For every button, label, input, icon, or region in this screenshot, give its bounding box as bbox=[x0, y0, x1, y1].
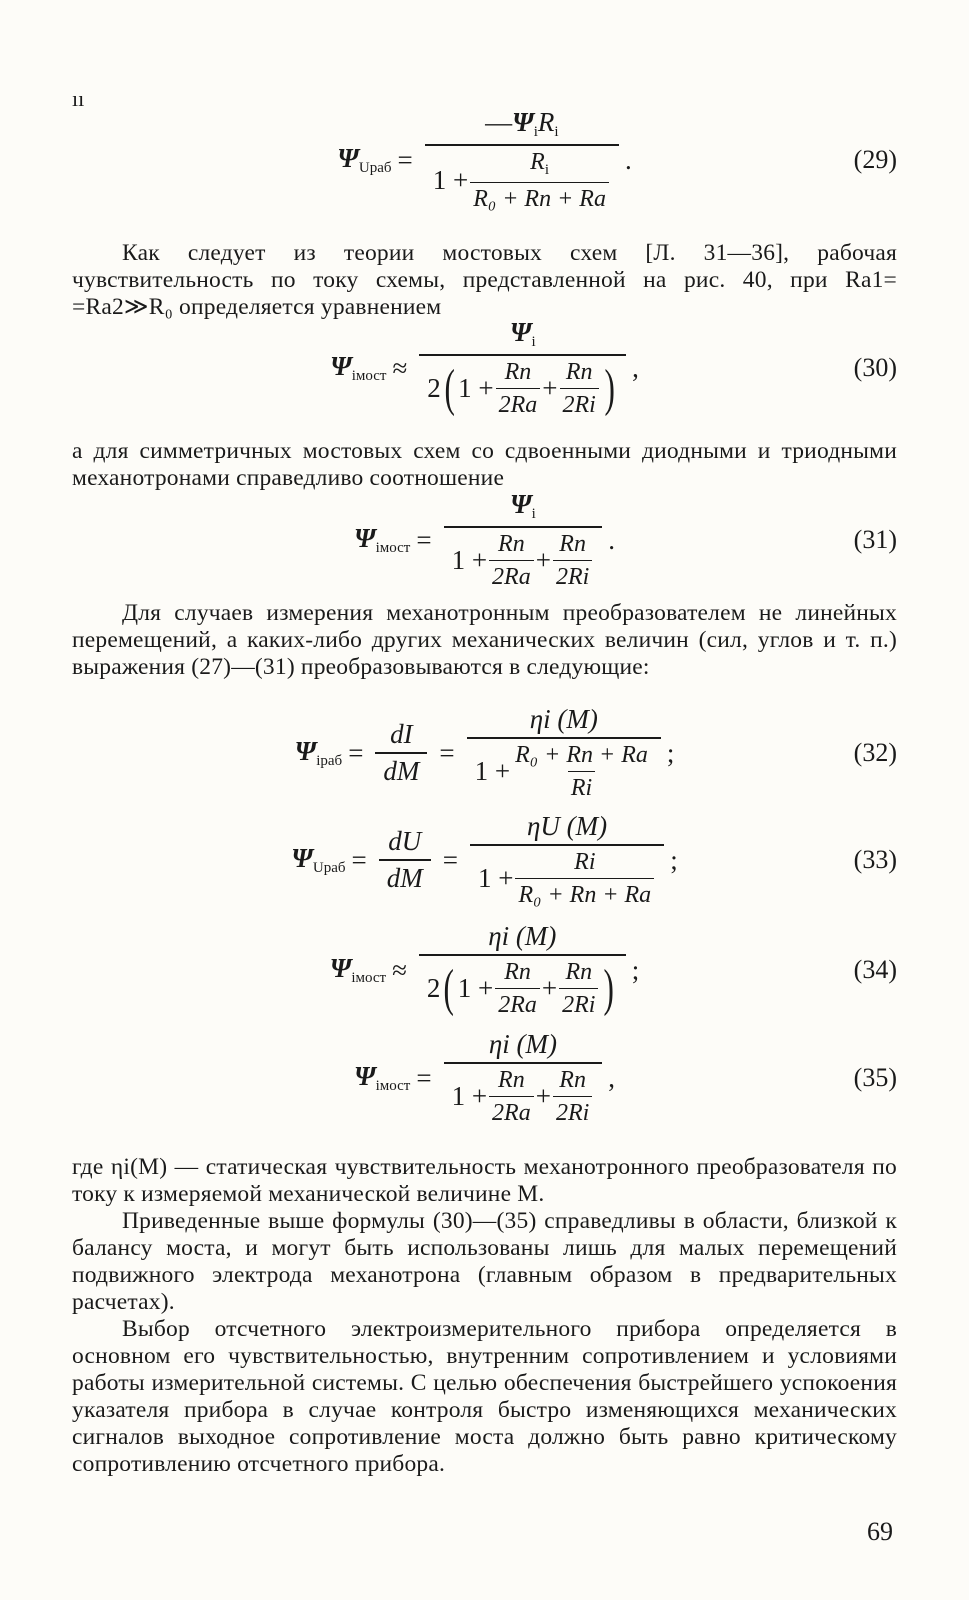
eq35-fraction: ηi (M) 1 + $\frac{Rп}{2Rа}$ + $\frac{Rп}{2Ri}$ bbox=[444, 1031, 603, 1125]
equation-number: (32) bbox=[853, 738, 897, 767]
paragraph-6: Выбор отсчетного электроизмерительного прибора определяется в основном его чувствительностью, внутренним сопротивлением и условиями работы измерительной системы. С целью обеспечения быстрейшего успокоения указателя прибора в случае контроля быстро изменяющихся механических сигналов выходное сопротивление моста должно быть равно критическому сопротивлению отсчетного прибора. bbox=[72, 1316, 897, 1477]
page-mark: ıı bbox=[72, 86, 85, 111]
equation-30: $\Psi_{iмост}$ ≈ $\Psi_i$ 2 ( 1 + $\frac{Rп}{2Rа}$ + $\frac{Rп}{2Ri}$ ) , (30) bbox=[330, 317, 897, 418]
equation-number: (33) bbox=[853, 845, 897, 874]
paragraph-4: где ηi(M) — статическая чувствительность механотронного преобразователя по току к измеряемой механической величине M. bbox=[72, 1154, 897, 1207]
equation-number: (30) bbox=[853, 353, 897, 382]
eq33-fraction: ηU (M) 1 + $\frac{Ri}{\text{R₀ + Rп + Rа}}$ bbox=[470, 813, 664, 907]
eq31-fraction: $\Psi_i$ 1 + $\frac{Rп}{2Rа}$ + $\frac{Rп}{2Ri}$ bbox=[444, 491, 603, 589]
equation-32: $\Psi_{iраб}$ = $\frac{dI}{dM}$ = ηi (M) 1 + $\frac{\text{R₀ + Rп + Rа}}{Ri}$ ; (32) bbox=[294, 704, 897, 801]
equation-number: (31) bbox=[853, 525, 897, 554]
eq29-fraction: $—\Psi_iR_i$ 1 + $\frac{R_i}{\text{R₀ + Rп + Rа}}$ bbox=[425, 109, 619, 211]
equation-number: (35) bbox=[853, 1063, 897, 1092]
equation-29: $\Psi_{Uраб}$ = $—\Psi_iR_i$ 1 + $\frac{R_i}{\text{R₀ + Rп + Rа}}$ . (29) bbox=[337, 107, 897, 212]
paragraph-5: Приведенные выше формулы (30)—(35) справедливы в области, близкой к балансу моста, и могут быть использованы лишь для малых перемещений подвижного электрода механотрона (главным образом в предварительных расчетах). bbox=[72, 1208, 897, 1315]
equation-number: (34) bbox=[853, 955, 897, 984]
eq34-fraction: ηi (M) 2 ( 1 + $\frac{Rп}{2Rа}$ + $\frac{Rп}{2Ri}$ ) bbox=[419, 923, 626, 1017]
equation-31: $\Psi_{iмост}$ = $\Psi_i$ 1 + $\frac{Rп}{2Rа}$ + $\frac{Rп}{2Ri}$ . (31) bbox=[353, 489, 897, 590]
equation-33: $\Psi_{Uраб}$ = $\frac{dU}{dM}$ = ηU (M) 1 + $\frac{Ri}{\text{R₀ + Rп + Rа}}$ ; (33) bbox=[291, 811, 897, 908]
paragraph-1: Как следует из теории мостовых схем [Л. 31—36], рабочая чувствительность по току схемы, представленной на рис. 40, при Rа1= =Rа2≫R₀ определяется уравнением bbox=[72, 240, 897, 320]
eq29-lhs: $\Psi_{Uраб}$ bbox=[337, 142, 392, 176]
eq30-fraction: $\Psi_i$ 2 ( 1 + $\frac{Rп}{2Rа}$ + $\frac{Rп}{2Ri}$ ) bbox=[419, 319, 626, 417]
paragraph-3: Для случаев измерения механотронным преобразователем не линейных перемещений, а каких-либо других механических величин (сил, углов и т. п.) выражения (27)—(31) преобразовываются в следующие: bbox=[72, 600, 897, 680]
paragraph-2: а для симметричных мостовых схем со сдвоенными диодными и триодными механотронами справедливо соотношение bbox=[72, 438, 897, 491]
page-number: 69 bbox=[867, 1517, 893, 1546]
eq32-fraction: ηi (M) 1 + $\frac{\text{R₀ + Rп + Rа}}{Ri}$ bbox=[467, 706, 661, 800]
equation-34: $\Psi_{iмост}$ ≈ ηi (M) 2 ( 1 + $\frac{Rп}{2Rа}$ + $\frac{Rп}{2Ri}$ ) ; (34) bbox=[329, 921, 897, 1018]
equation-35: $\Psi_{iмост}$ = ηi (M) 1 + $\frac{Rп}{2Rа}$ + $\frac{Rп}{2Ri}$ , (35) bbox=[353, 1029, 897, 1126]
equation-number: (29) bbox=[853, 145, 897, 174]
